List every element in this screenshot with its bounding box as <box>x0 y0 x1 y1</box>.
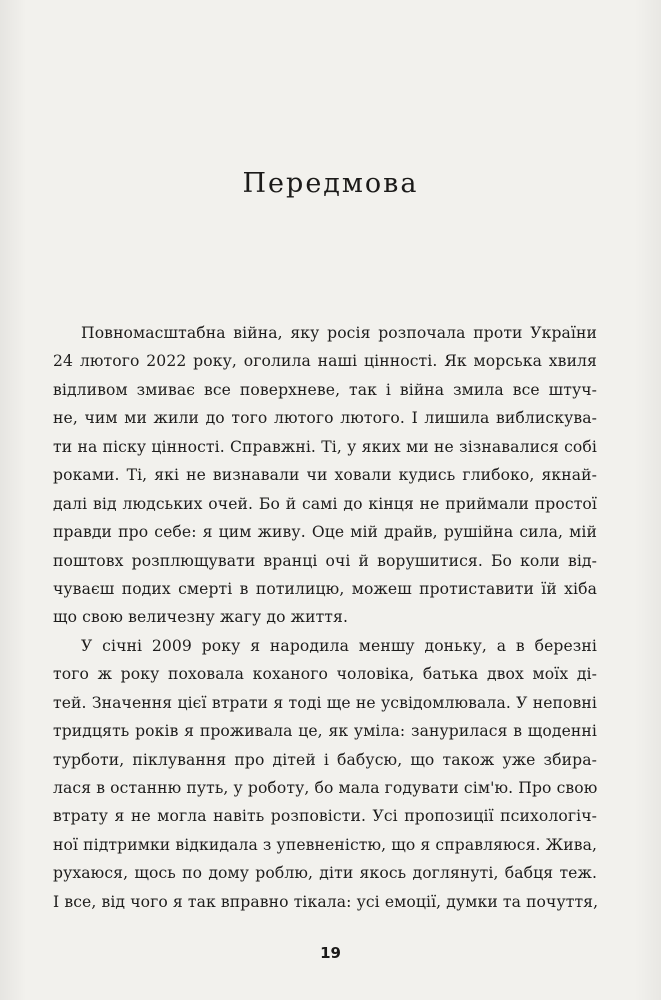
text-line: 24 лютого 2022 року, оголила наші цінності. Як морська хвиля <box>53 352 597 371</box>
text-line: поштовх розплющувати вранці очі й ворушитися. Бо коли від- <box>53 551 597 570</box>
text-line: чуваєш подих смерті в потилицю, можеш протиставити їй хіба <box>53 579 597 598</box>
body-text <box>53 319 597 916</box>
text-line: що свою величезну жагу до життя. <box>53 608 349 627</box>
text-line: далі від людських очей. Бо й самі до кінця не приймали простої <box>53 494 597 513</box>
text-line: турботи, піклування про дітей і бабусю, що також уже збира- <box>53 750 597 769</box>
text-line: У січні 2009 року я народила меншу доньку, а в березні <box>81 636 597 655</box>
page-number: 19 <box>320 944 341 962</box>
text-line: Повномасштабна війна, яку росія розпочала проти України <box>81 324 597 342</box>
chapter-title: Передмова <box>242 168 419 199</box>
text-line: І все, від чого я так вправно тікала: усі емоції, думки та почуття, <box>53 892 599 911</box>
text-line: ної підтримки відкидала з упевненістю, що я справляюся. Жива, <box>53 835 598 854</box>
text-line: тридцять років я проживала це, як уміла: занурилася в щоденні <box>53 722 597 741</box>
text-line: того ж року поховала коханого чоловіка, батька двох моїх ді- <box>53 665 597 684</box>
text-line: роками. Ті, які не визнавали чи ховали кудись глибоко, якнай- <box>53 466 597 485</box>
text-line: не, чим ми жили до того лютого лютого. І лишила виблискува- <box>53 409 597 428</box>
text-line: втрату я не могла навіть розповісти. Усі пропозиції психологіч- <box>53 807 597 826</box>
text-line: лася в останню путь, у роботу, бо мала годувати сім'ю. Про свою <box>53 779 598 797</box>
text-line: відливом змиває все поверхневе, так і війна змила все штуч- <box>53 380 597 399</box>
text-line: ти на піску цінності. Справжні. Ті, у яких ми не зізнавалися собі <box>53 437 597 456</box>
text-line: правди про себе: я цим живу. Оце мій драйв, рушійна сила, мій <box>53 523 597 542</box>
text-line: рухаюся, щось по дому роблю, діти якось доглянуті, бабця теж. <box>53 864 597 883</box>
text-line: тей. Значення цієї втрати я тоді ще не усвідомлювала. У неповні <box>53 693 597 712</box>
